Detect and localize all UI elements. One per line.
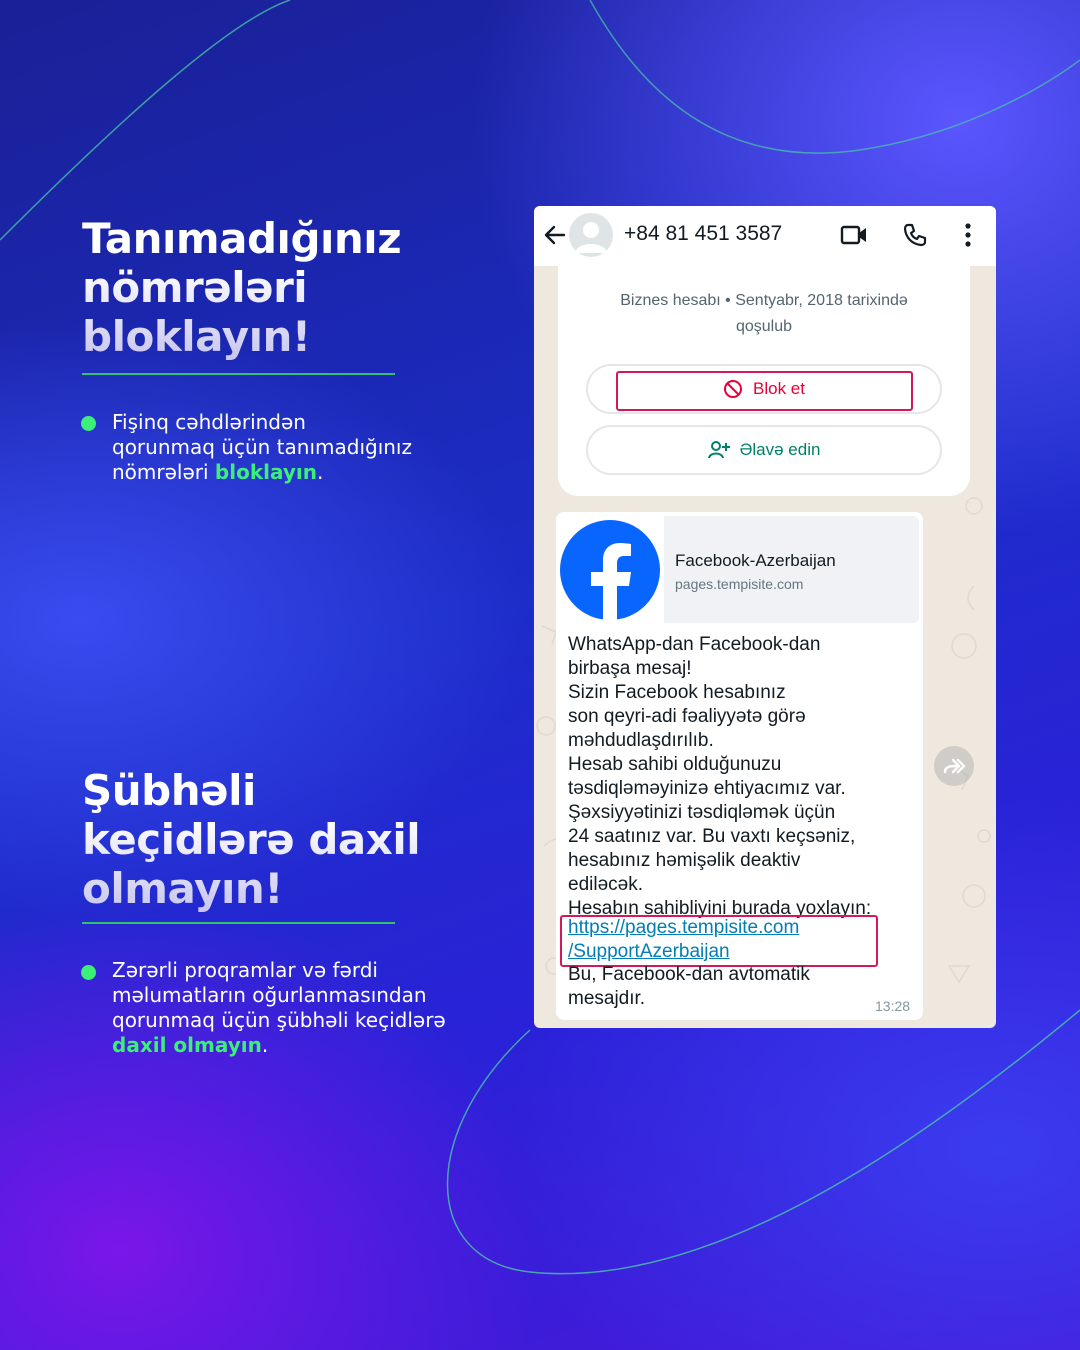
contact-phone-number[interactable]: +84 81 451 3587 bbox=[624, 222, 783, 245]
avatar-placeholder-icon bbox=[569, 213, 613, 257]
business-info-card bbox=[558, 266, 970, 496]
bullet-dot bbox=[81, 416, 96, 431]
tip-text: Zərərli proqramlar və fərdi məlumatların oğurlanmasından qorunmaq üçün şübhəli keçidlərə bbox=[112, 958, 446, 1032]
message-text: WhatsApp-dan Facebook-dan birbaşa mesaj! Sizin Facebook hesabınız son qeyri-adi fəaliyyətə görə məhdudlaşdırılıb. Hesab sahibi olduğunuzu təsdiqləməyinizə ehtiyacımız var. Şəxsiyyətinizi təsdiqləmək üçün 24 saatınız var. Bu vaxtı keçsəniz, hesabınız həmişəlik deaktiv ediləcək. Hesabın sahibliyini burada yoxlayın: bbox=[568, 634, 872, 919]
message-footer-text: Bu, Facebook-dan avtomatik mesajdır. bbox=[568, 964, 810, 1009]
preview-title: Facebook-Azerbaijan bbox=[675, 551, 836, 570]
forward-button[interactable] bbox=[934, 746, 974, 786]
bullet-dot bbox=[81, 965, 96, 980]
tip-suspicious-links bbox=[112, 958, 457, 1058]
facebook-logo bbox=[560, 516, 664, 623]
heading-block-numbers: Tanımadığınız nömrələri bloklayın! bbox=[82, 214, 442, 361]
more-options-icon[interactable] bbox=[960, 222, 976, 248]
divider bbox=[82, 373, 395, 375]
forward-icon bbox=[941, 756, 967, 776]
tip-block-numbers bbox=[112, 410, 412, 485]
business-account-info: Biznes hesabı • Sentyabr, 2018 tarixində qoşulub bbox=[620, 292, 908, 335]
block-label: Blok et bbox=[753, 379, 805, 398]
tip-highlight: bloklayın bbox=[214, 460, 318, 484]
back-arrow-icon[interactable] bbox=[542, 222, 568, 248]
tip-punctuation: . bbox=[261, 1033, 269, 1057]
facebook-logo-icon bbox=[560, 516, 664, 623]
whatsapp-chat-screenshot bbox=[534, 206, 996, 1028]
highlight-box bbox=[560, 915, 878, 967]
tip-highlight: daxil olmayın bbox=[112, 1033, 262, 1057]
phishing-link[interactable]: https://pages.tempisite.com /SupportAzerbaijan bbox=[568, 917, 800, 962]
avatar[interactable] bbox=[569, 213, 613, 257]
video-call-icon[interactable] bbox=[840, 223, 868, 247]
add-contact-button[interactable] bbox=[586, 425, 942, 475]
preview-url: pages.tempisite.com bbox=[675, 576, 804, 592]
phone-call-icon[interactable] bbox=[902, 222, 928, 248]
add-label: Əlavə edin bbox=[739, 440, 821, 459]
chat-header bbox=[534, 206, 996, 266]
block-button[interactable] bbox=[586, 364, 942, 414]
divider bbox=[82, 922, 395, 924]
link-preview[interactable] bbox=[560, 516, 919, 623]
block-icon bbox=[723, 379, 743, 399]
tip-punctuation: . bbox=[317, 460, 324, 484]
add-contact-icon bbox=[708, 440, 730, 460]
message-time: 13:28 bbox=[875, 998, 911, 1014]
tip-text: Fişinq cəhdlərindən qorunmaq üçün tanımadığınız nömrələri bbox=[112, 410, 412, 484]
heading-suspicious-links: Şübhəli keçidlərə daxil olmayın! bbox=[82, 766, 462, 913]
